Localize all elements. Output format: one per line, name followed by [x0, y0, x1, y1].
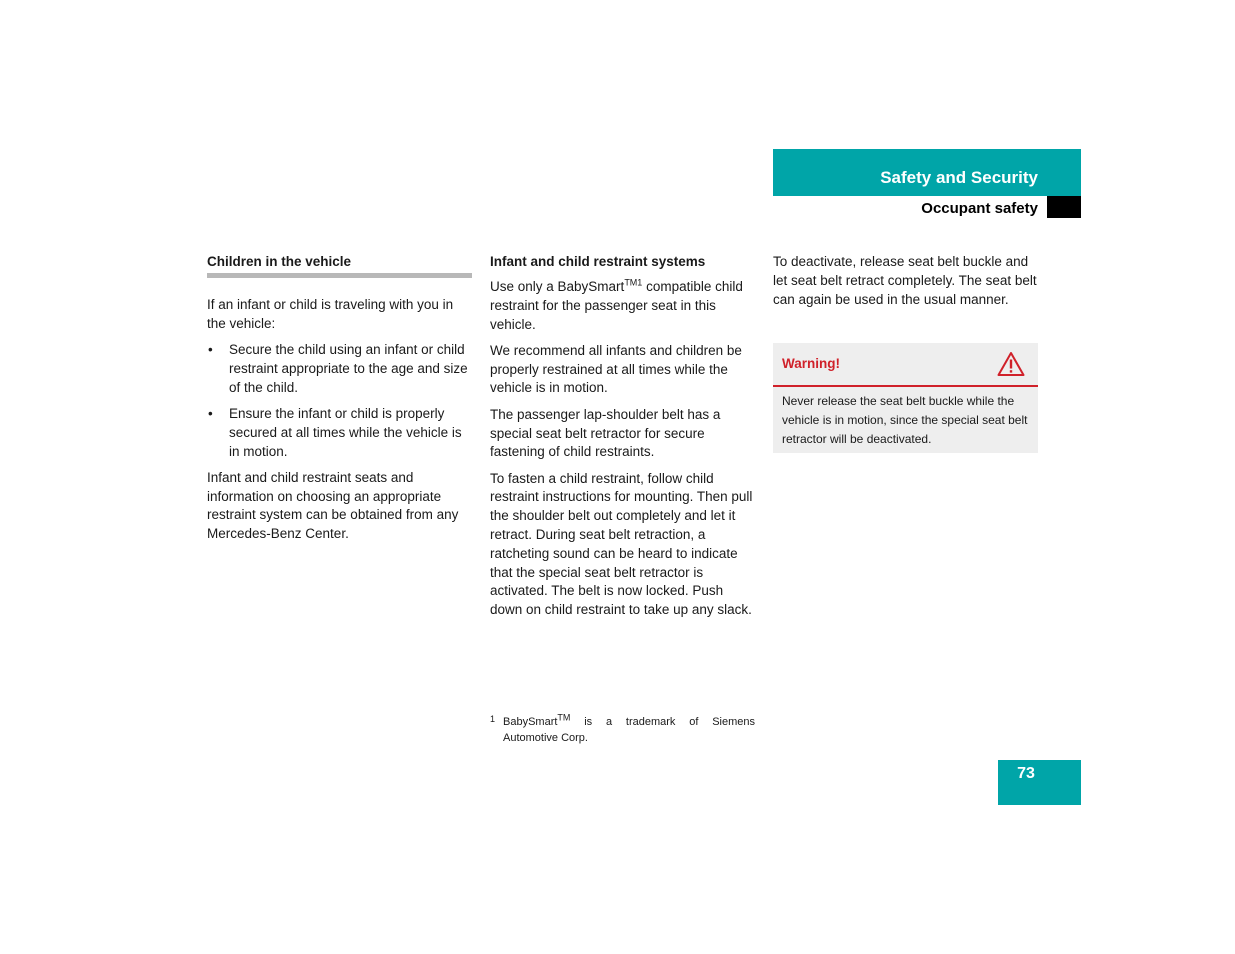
- footnote-part: BabySmart: [503, 716, 558, 728]
- list-item: • Ensure the infant or child is properly secured at all times while the vehicle is in motion.: [207, 405, 472, 461]
- paragraph-fasten: To fasten a child restraint, follow child restraint instructions for mounting. Then pull the shoulder belt out completely and let it retract. During seat belt retraction, a ratcheting sound can be heard to indicate that the special seat belt retractor is activated. The belt is now locked. Push down on child restraint to take up any slack.: [490, 470, 753, 618]
- paragraph-retractor: The passenger lap-shoulder belt has a special seat belt retractor for secure fastening of child restraints.: [490, 406, 721, 460]
- heading-restraint-systems: Infant and child restraint systems: [490, 254, 706, 269]
- warning-header: [773, 343, 1038, 387]
- intro-paragraph: If an infant or child is traveling with you in the vehicle:: [207, 297, 454, 331]
- footnote-part: is a trademark of Siemens Automotive Corp.: [503, 716, 755, 744]
- subsection-title: Occupant safety: [921, 200, 1038, 217]
- section-title: Safety and Security: [880, 168, 1038, 187]
- paragraph-text: compatible child restraint for the passenger seat in this vehicle.: [490, 279, 743, 332]
- paragraph-text: Use only a BabySmart: [490, 279, 625, 294]
- page-number: 73: [1017, 765, 1035, 782]
- heading-children-in-vehicle: Children in the vehicle: [207, 254, 352, 269]
- warning-triangle-icon: [997, 351, 1025, 377]
- warning-text: Never release the seat belt buckle while the vehicle is in motion, since the special seat belt retractor will be deactivated.: [782, 394, 1028, 446]
- paragraph-babysmart: [490, 278, 756, 334]
- trademark-superscript: TM: [557, 712, 571, 723]
- footnote-text: [503, 714, 755, 746]
- column-children-in-vehicle: [207, 253, 472, 552]
- warning-label: Warning!: [782, 356, 840, 371]
- outro-paragraph: Infant and child restraint seats and information on choosing an appropriate restraint system can be obtained from any Mercedes-Benz Center.: [207, 469, 459, 542]
- warning-box: [773, 343, 1038, 453]
- bullet-list: [207, 341, 472, 461]
- paragraph-recommend: We recommend all infants and children be properly restrained at all times while the vehicle is in motion.: [490, 342, 742, 396]
- footnote: [490, 714, 755, 746]
- trademark-superscript: TM1: [624, 277, 643, 288]
- column-deactivate: [773, 253, 1038, 317]
- list-item: • Secure the child using an infant or child restraint appropriate to the age and size of the child.: [207, 341, 472, 397]
- paragraph-deactivate: To deactivate, release seat belt buckle and let seat belt retract completely. The seat belt can again be used in the usual manner.: [773, 254, 1037, 307]
- section-tab-marker: [1047, 196, 1081, 218]
- column-restraint-systems: [490, 253, 756, 628]
- heading-rule: [207, 273, 472, 278]
- footnote-mark: 1: [490, 714, 496, 724]
